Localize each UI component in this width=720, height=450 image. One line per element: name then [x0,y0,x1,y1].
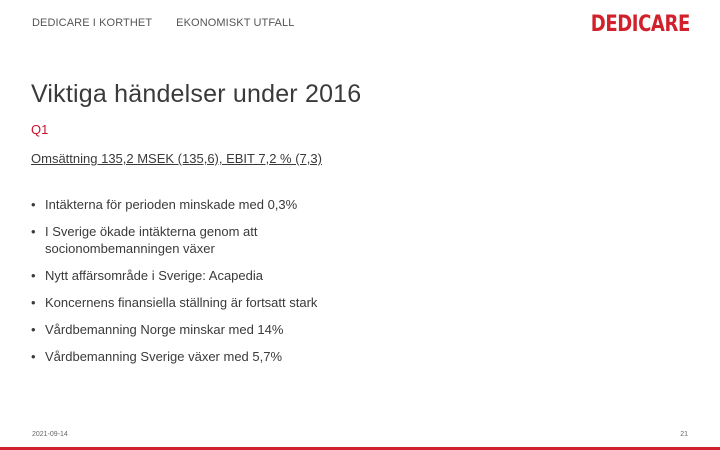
topic-label: EKONOMISKT UTFALL [176,17,295,29]
header-nav [32,17,294,29]
quarter-label: Q1 [31,122,49,137]
bullet-icon: • [31,197,36,212]
bullet-icon: • [31,268,36,283]
section-label: DEDICARE I KORTHET [32,17,153,29]
page-number: 21 [680,431,688,438]
bullet-list [31,196,351,375]
bullet-icon: • [31,322,36,337]
bullet-text: Intäkterna för perioden minskade med 0,3% [45,197,298,212]
bullet-text: Koncernens finansiella ställning är fortsatt stark [45,295,318,310]
slide-title: Viktiga händelser under 2016 [31,80,362,108]
bullet-item [31,196,351,213]
bullet-icon: • [31,349,36,364]
bullet-item [31,321,351,338]
bullet-text: Vårdbemanning Sverige växer med 5,7% [45,349,283,364]
bullet-icon: • [31,224,36,239]
bullet-text: Vårdbemanning Norge minskar med 14% [45,322,284,337]
dedicare-logo: DEDICARE [590,12,690,37]
bullet-text: Nytt affärsområde i Sverige: Acapedia [45,268,263,283]
summary-text: Omsättning 135,2 MSEK (135,6), EBIT 7,2 % (7,3) [31,151,322,166]
bullet-text: I Sverige ökade intäkterna genom att socionombemanningen växer [45,224,258,256]
footer-date: 2021-09-14 [32,431,68,438]
bullet-item [31,223,351,257]
bullet-item [31,267,351,284]
bullet-item [31,348,351,365]
bullet-icon: • [31,295,36,310]
bullet-item [31,294,351,311]
